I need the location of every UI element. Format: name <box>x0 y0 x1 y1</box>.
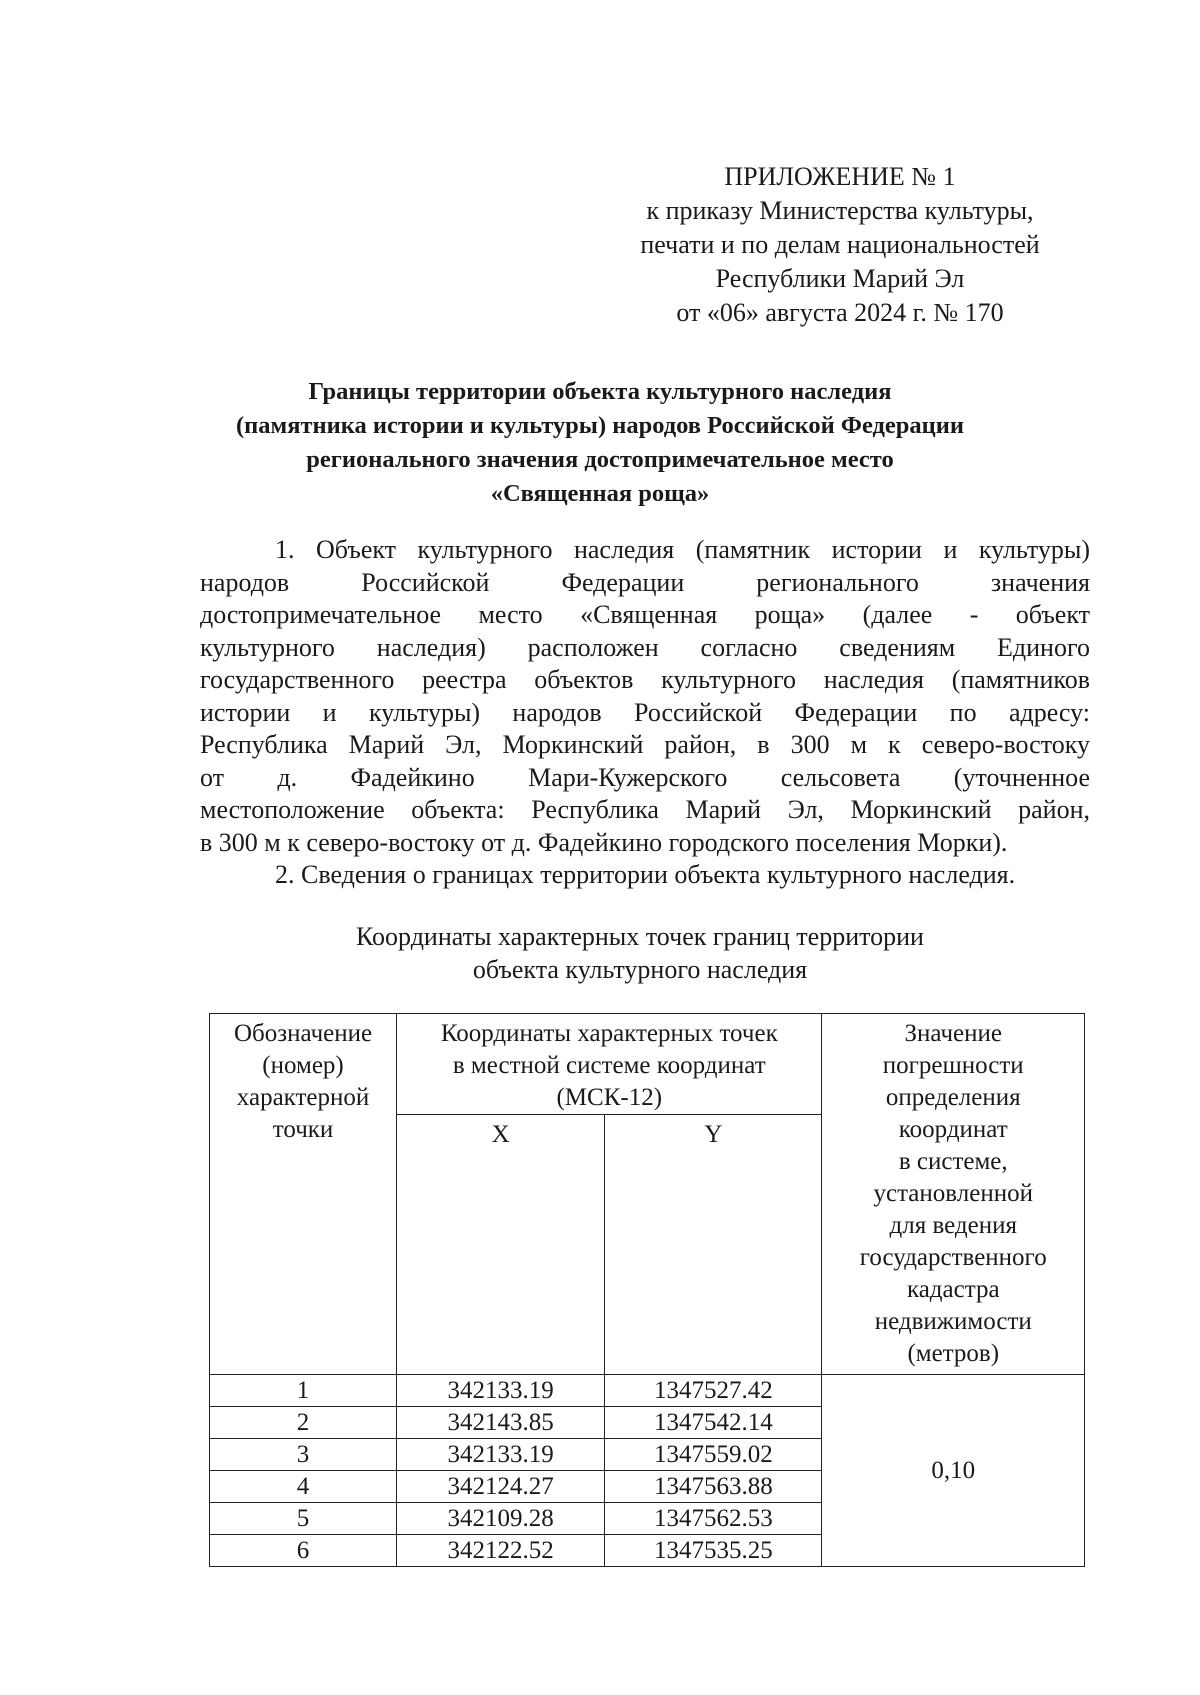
header-designation-line: Обозначение <box>233 1020 373 1047</box>
paragraph-line: достопримечательное место «Священная роща» (далее - объект <box>200 600 1090 629</box>
header-y: Y <box>605 1115 822 1375</box>
table-caption-line: Координаты характерных точек границ территории <box>356 922 924 951</box>
point-x: 342124.27 <box>397 1471 605 1503</box>
paragraph-line: 1. Объект культурного наследия (памятник истории и культуры) <box>275 535 1090 564</box>
header-designation-line: (номер) <box>262 1052 344 1079</box>
title-line: «Священная роща» <box>490 480 710 507</box>
error-value: 0,10 <box>822 1375 1085 1567</box>
point-number: 1 <box>210 1375 397 1407</box>
point-y: 1347563.88 <box>605 1471 822 1503</box>
point-y: 1347535.25 <box>605 1535 822 1567</box>
point-x: 342133.19 <box>397 1439 605 1471</box>
header-designation <box>210 1014 397 1375</box>
header-x: X <box>397 1115 605 1375</box>
header-coordinates-line: в местной системе координат <box>452 1052 766 1079</box>
paragraph-line: в 300 м к северо-востоку от д. Фадейкино городского поселения Морки). <box>200 827 1008 857</box>
paragraph-line: местоположение объекта: Республика Марий Эл, Моркинский район, <box>200 795 1090 824</box>
header-coordinates <box>397 1014 822 1115</box>
header-error-line: кадастра <box>906 1276 1000 1303</box>
coordinates-table <box>209 1013 1085 1567</box>
annex-republic-line: Республики Марий Эл <box>715 264 965 293</box>
point-x: 342143.85 <box>397 1407 605 1439</box>
annex-number: ПРИЛОЖЕНИЕ № 1 <box>724 162 956 191</box>
header-error-line: установленной <box>873 1180 1033 1207</box>
paragraph-2: 2. Сведения о границах территории объекта культурного наследия. <box>275 860 1016 889</box>
header-coordinates-line: (МСК-12) <box>556 1084 663 1111</box>
header-error-line: в системе, <box>898 1148 1008 1175</box>
header-error-line: координат <box>898 1116 1008 1143</box>
header-designation-line: точки <box>272 1116 334 1143</box>
point-y: 1347527.42 <box>605 1375 822 1407</box>
header-error-line: государственного <box>859 1244 1047 1271</box>
point-x: 342122.52 <box>397 1535 605 1567</box>
body-text <box>200 534 1090 892</box>
header-error-line: (метров) <box>907 1340 1000 1367</box>
point-x: 342133.19 <box>397 1375 605 1407</box>
header-designation-line: характерной <box>236 1084 370 1111</box>
header-error-line: для ведения <box>889 1212 1017 1239</box>
paragraph-line: государственного реестра объектов культурного наследия (памятников <box>200 665 1090 694</box>
table-caption-line: объекта культурного наследия <box>472 955 808 984</box>
point-number: 2 <box>210 1407 397 1439</box>
header-error-line: Значение <box>904 1020 1002 1047</box>
paragraph-line: культурного наследия) расположен согласно сведениям Единого <box>200 632 1090 662</box>
header-error <box>822 1014 1085 1375</box>
title-line: (памятника истории и культуры) народов Российской Федерации <box>236 412 964 439</box>
annex-date-line: от «06» августа 2024 г. № 170 <box>676 298 1004 327</box>
paragraph-line: от д. Фадейкино Мари-Кужерского сельсовета (уточненное <box>200 762 1090 792</box>
paragraph-line: народов Российской Федерации регионального значения <box>200 567 1090 597</box>
point-x: 342109.28 <box>397 1503 605 1535</box>
table-row <box>210 1375 1085 1407</box>
title-line: регионального значения достопримечательное место <box>306 446 894 473</box>
annex-header <box>560 160 1120 330</box>
paragraph-line: Республика Марий Эл, Моркинский район, в 300 м к северо-востоку <box>200 730 1090 759</box>
header-error-line: недвижимости <box>874 1308 1032 1335</box>
point-y: 1347542.14 <box>605 1407 822 1439</box>
header-coordinates-line: Координаты характерных точек <box>440 1020 778 1047</box>
header-error-line: погрешности <box>882 1052 1024 1079</box>
table-caption <box>150 920 1130 986</box>
point-number: 5 <box>210 1503 397 1535</box>
point-number: 6 <box>210 1535 397 1567</box>
annex-ministry-line: печати и по делам национальностей <box>640 230 1040 259</box>
point-number: 4 <box>210 1471 397 1503</box>
annex-order-line: к приказу Министерства культуры, <box>646 196 1034 225</box>
paragraph-1 <box>200 534 1090 859</box>
point-y: 1347562.53 <box>605 1503 822 1535</box>
title-line: Границы территории объекта культурного наследия <box>308 378 892 405</box>
document-title <box>130 375 1070 511</box>
point-y: 1347559.02 <box>605 1439 822 1471</box>
paragraph-line: истории и культуры) народов Российской Федерации по адресу: <box>200 697 1090 727</box>
point-number: 3 <box>210 1439 397 1471</box>
header-error-line: определения <box>885 1084 1021 1111</box>
